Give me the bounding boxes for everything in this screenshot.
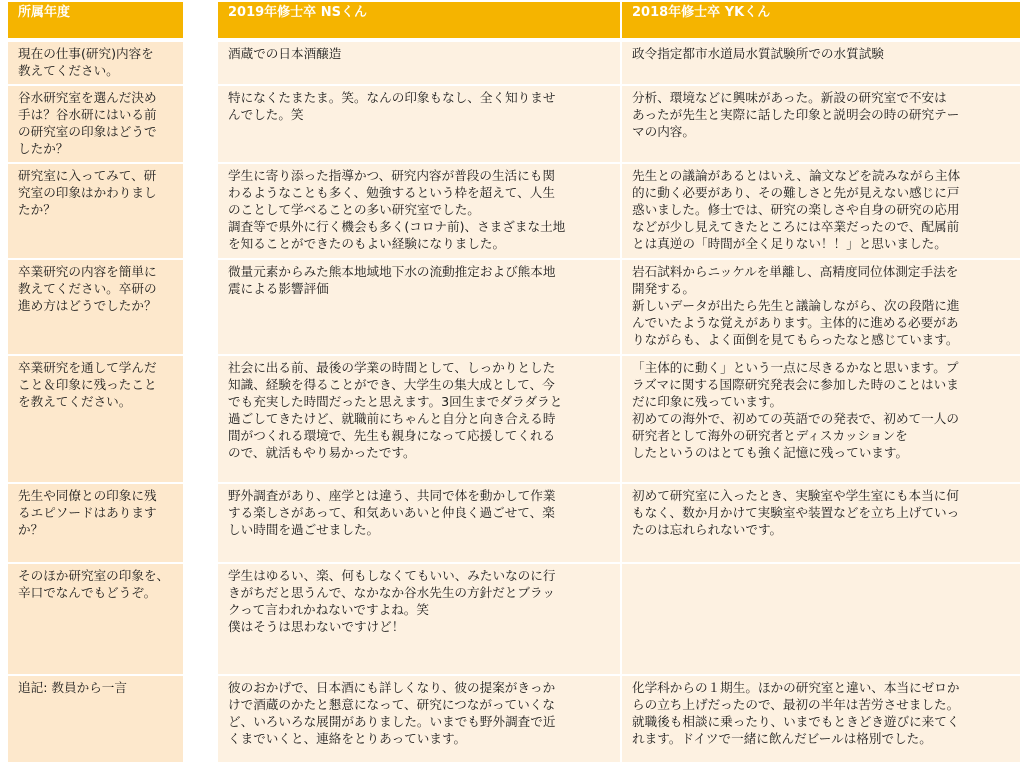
answer-cell-yk: 初めて研究室に入ったとき、実験室や学生室にも本当に何 もなく、数か月かけて実験室や装置などを立ち上げていっ たのは忘れられないです。 [622,484,1020,562]
answer-cell-ns: 社会に出る前、最後の学業の時間として、しっかりとした 知識、経験を得ることができ、大学生の集大成として、今 でも充実した時間だったと思えます。3回生までダラダラと 過ごしてきたけど、就職前にちゃんと自分と向き合える時 間がつくれる環境で、先生も親身になって応援してくれる ので、就活もやり易かったです。 [218,356,620,482]
header-student-yk: 2018年修士卒 YKくん [622,2,1020,38]
header-student-ns: 2019年修士卒 NSくん [218,2,620,38]
answer-cell-yk: 政令指定都市水道局水質試験所での水質試験 [622,42,1020,84]
answer-cell-yk: 先生との議論があるとはいえ、論文などを読みながら主体 的に動く必要があり、その難しさと先が見えない感じに戸 惑いました。修士では、研究の楽しさや自身の研究の応用 などが少し見えてきたところには卒業だったので、配属前 とは真逆の「時間が全く足りない！！」と思いました。 [622,164,1020,258]
answer-cell-ns: 微量元素からみた熊本地域地下水の流動推定および熊本地 震による影響評価 [218,260,620,354]
answer-cell-yk: 分析、環境などに興味があった。新設の研究室で不安は あったが先生と実際に話した印象と説明会の時の研究テー マの内容。 [622,86,1020,162]
question-cell: 研究室に入ってみて、研 究室の印象はかわりまし たか？ [8,164,183,258]
answer-cell-ns: 酒蔵での日本酒醸造 [218,42,620,84]
question-cell: そのほか研究室の印象を、 辛口でなんでもどうぞ。 [8,564,183,674]
interview-table [8,2,1020,762]
question-cell: 追記: 教員から一言 [8,676,183,762]
answer-cell-ns: 彼のおかげで、日本酒にも詳しくなり、彼の提案がきっか けで酒蔵のかたと懇意になって、研究につながっていくな ど、いろいろな展開がありました。いまでも野外調査で近 くまでいくと、連絡をとりあっています。 [218,676,620,762]
question-cell: 先生や同僚との印象に残 るエピソードはあります か？ [8,484,183,562]
answer-cell-yk [622,564,1020,674]
header-year: 所属年度 [8,2,183,38]
question-cell: 卒業研究の内容を簡単に 教えてください。卒研の 進め方はどうでしたか？ [8,260,183,354]
question-cell: 現在の仕事(研究)内容を 教えてください。 [8,42,183,84]
answer-cell-yk: 岩石試料からニッケルを単離し、高精度同位体測定手法を 開発する。 新しいデータが出たら先生と議論しながら、次の段階に進 んでいたような覚えがあります。主体的に進める必要があ りながらも、よく面倒を見てもらったなと感じています。 [622,260,1020,354]
answer-cell-ns: 野外調査があり、座学とは違う、共同で体を動かして作業 する楽しさがあって、和気あいあいと仲良く過ごせて、楽 しい時間を過ごせました。 [218,484,620,562]
question-cell: 卒業研究を通して学んだ こと＆印象に残ったこと を教えてください。 [8,356,183,482]
answer-cell-ns: 学生に寄り添った指導かつ、研究内容が普段の生活にも関 わるようなことも多く、勉強するという枠を超えて、人生 のことして学べることの多い研究室でした。 調査等で県外に行く機会も多く(コロナ前)、さまざまな土地 を知ることができたのもよい経験になりました。 [218,164,620,258]
answer-cell-ns: 学生はゆるい、楽、何もしなくてもいい、みたいなのに行 きがちだと思うんで、なかなか谷水先生の方針だとブラッ クって言われかねないですよね。笑 僕はそうは思わないですけど！ [218,564,620,674]
answer-cell-ns: 特になくたまたま。笑。なんの印象もなし、全く知りませ んでした。笑 [218,86,620,162]
answer-cell-yk: 「主体的に動く」という一点に尽きるかなと思います。プ ラズマに関する国際研究発表会に参加した時のことはいま だに印象に残っています。 初めての海外で、初めての英語での発表で、初めて一人の 研究者として海外の研究者とディスカッションを したというのはとても強く記憶に残っています。 [622,356,1020,482]
question-cell: 谷水研究室を選んだ決め 手は？谷水研にはいる前 の研究室の印象はどうで したか？ [8,86,183,162]
answer-cell-yk: 化学科からの１期生。ほかの研究室と違い、本当にゼロか らの立ち上げだったので、最初の半年は苦労させました。 就職後も相談に乗ったり、いまでもときどき遊びに来てく れます。ドイツで一緒に飲んだビールは格別でした。 [622,676,1020,762]
